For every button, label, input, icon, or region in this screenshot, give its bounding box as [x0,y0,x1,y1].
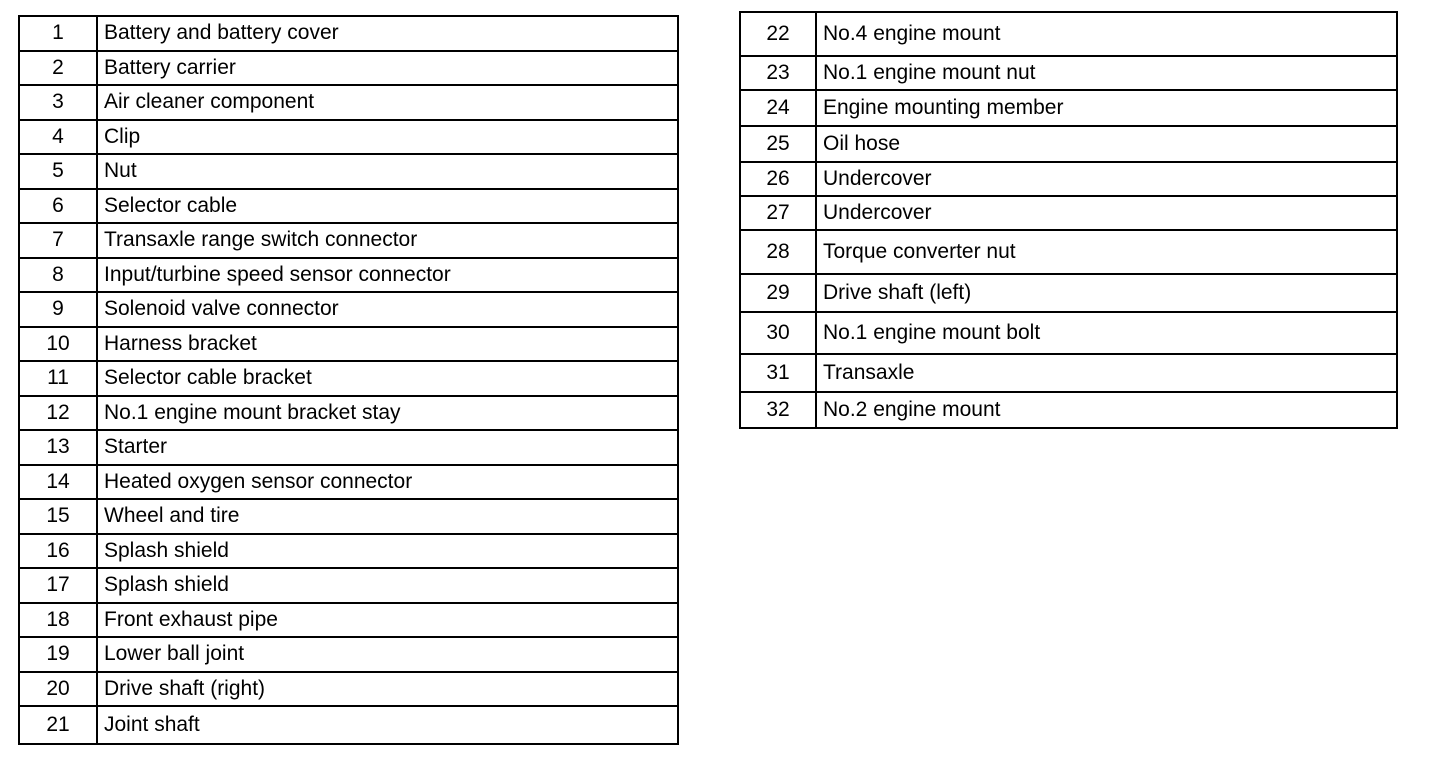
table-row [19,189,678,224]
part-number: 18 [19,603,97,638]
table-row [19,223,678,258]
table-row [19,120,678,155]
table-row [19,499,678,534]
part-name: Joint shaft [97,706,678,744]
part-name: Oil hose [816,126,1397,162]
part-name: Air cleaner component [97,85,678,120]
part-number: 6 [19,189,97,224]
table-row [19,154,678,189]
part-name: Selector cable [97,189,678,224]
table-row [19,292,678,327]
part-name: No.1 engine mount nut [816,56,1397,90]
part-number: 4 [19,120,97,155]
part-name: No.1 engine mount bracket stay [97,396,678,431]
part-number: 17 [19,568,97,603]
part-number: 22 [740,12,816,56]
table-row [740,90,1397,126]
part-name: Splash shield [97,568,678,603]
part-name: No.1 engine mount bolt [816,312,1397,354]
table-row [19,396,678,431]
table-row [19,327,678,362]
table-row [740,230,1397,274]
part-name: Harness bracket [97,327,678,362]
part-number: 30 [740,312,816,354]
part-name: Engine mounting member [816,90,1397,126]
part-number: 13 [19,430,97,465]
part-name: Starter [97,430,678,465]
part-name: Wheel and tire [97,499,678,534]
part-number: 12 [19,396,97,431]
table-row [740,126,1397,162]
part-number: 26 [740,162,816,196]
part-number: 1 [19,16,97,51]
part-name: Undercover [816,196,1397,230]
part-number: 7 [19,223,97,258]
table-row [19,465,678,500]
table-row [740,56,1397,90]
table-row [740,354,1397,392]
part-name: Nut [97,154,678,189]
table-row [19,430,678,465]
table-row [740,392,1397,428]
part-number: 11 [19,361,97,396]
part-name: Drive shaft (right) [97,672,678,707]
table-row [19,258,678,293]
table-row [19,85,678,120]
part-number: 28 [740,230,816,274]
part-name: Drive shaft (left) [816,274,1397,312]
table-row [740,12,1397,56]
parts-table-left [18,15,679,745]
part-number: 23 [740,56,816,90]
part-name: Selector cable bracket [97,361,678,396]
part-name: Battery and battery cover [97,16,678,51]
part-name: Heated oxygen sensor connector [97,465,678,500]
part-number: 32 [740,392,816,428]
part-name: Clip [97,120,678,155]
table-row [740,162,1397,196]
table-row [19,603,678,638]
table-row [19,534,678,569]
part-number: 10 [19,327,97,362]
part-name: Splash shield [97,534,678,569]
part-name: Torque converter nut [816,230,1397,274]
parts-table-right [739,11,1398,429]
table-row [19,361,678,396]
table-row [19,51,678,86]
table-row [19,637,678,672]
part-number: 8 [19,258,97,293]
table-row [740,274,1397,312]
part-number: 25 [740,126,816,162]
part-number: 19 [19,637,97,672]
part-number: 24 [740,90,816,126]
table-row [19,16,678,51]
part-number: 15 [19,499,97,534]
part-number: 31 [740,354,816,392]
part-number: 14 [19,465,97,500]
part-name: No.4 engine mount [816,12,1397,56]
part-name: Battery carrier [97,51,678,86]
part-name: Transaxle range switch connector [97,223,678,258]
part-name: Undercover [816,162,1397,196]
part-name: Transaxle [816,354,1397,392]
part-name: No.2 engine mount [816,392,1397,428]
part-number: 9 [19,292,97,327]
table-row [19,672,678,707]
part-name: Solenoid valve connector [97,292,678,327]
part-name: Lower ball joint [97,637,678,672]
table-row [19,706,678,744]
part-name: Front exhaust pipe [97,603,678,638]
part-number: 5 [19,154,97,189]
part-number: 3 [19,85,97,120]
part-name: Input/turbine speed sensor connector [97,258,678,293]
part-number: 20 [19,672,97,707]
part-number: 29 [740,274,816,312]
table-row [740,312,1397,354]
table-row [19,568,678,603]
part-number: 16 [19,534,97,569]
table-row [740,196,1397,230]
part-number: 27 [740,196,816,230]
part-number: 2 [19,51,97,86]
part-number: 21 [19,706,97,744]
